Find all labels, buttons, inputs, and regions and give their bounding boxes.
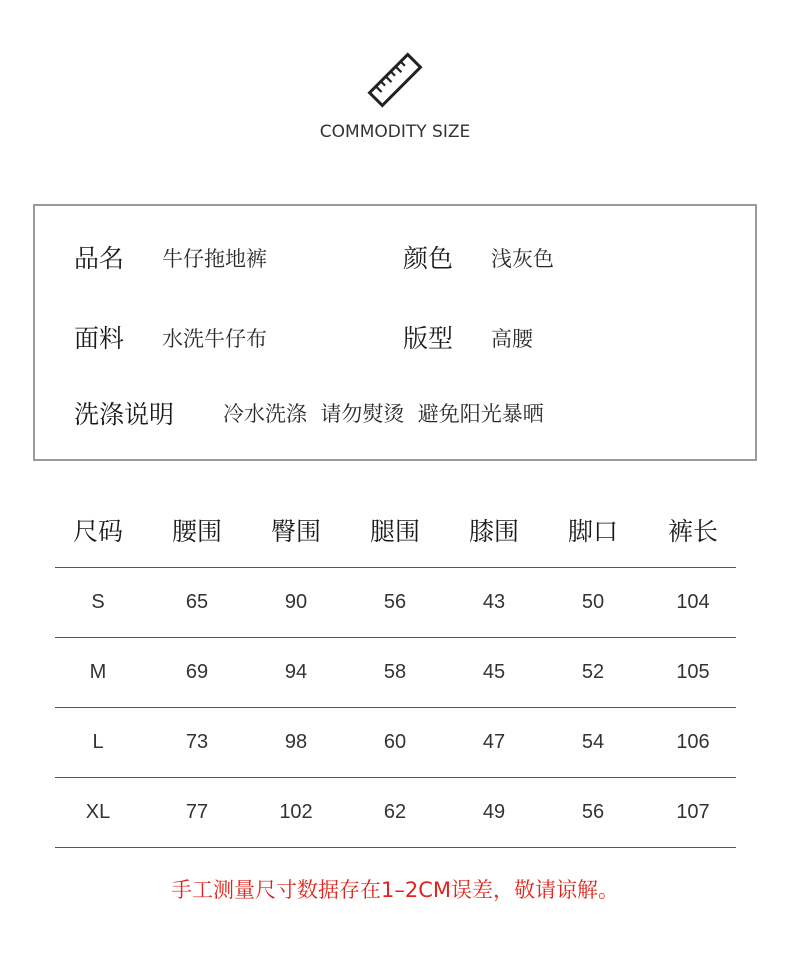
header-thigh: 腿围	[369, 516, 420, 546]
style-value: 高腰	[491, 327, 533, 351]
table-row	[55, 638, 736, 708]
cell-thigh: 62	[383, 801, 407, 823]
header-length: 裤长	[667, 516, 718, 546]
cell-length: 107	[676, 801, 710, 823]
cell-size: L	[92, 731, 104, 753]
measurement-note: 手工测量尺寸数据存在1–2CM误差，敬请谅解。	[170, 878, 619, 902]
cell-waist: 73	[185, 731, 209, 753]
cell-size: S	[91, 591, 105, 613]
cell-leg-opening: 54	[581, 731, 605, 753]
page-title: COMMODITY SIZE	[319, 122, 471, 142]
cell-hip: 90	[284, 591, 308, 613]
header-size: 尺码	[72, 516, 123, 546]
cell-hip: 102	[279, 801, 313, 823]
table-row	[55, 778, 736, 848]
cell-hip: 94	[284, 661, 308, 683]
table-row	[55, 708, 736, 778]
cell-size: XL	[85, 801, 111, 823]
product-name-value: 牛仔拖地裤	[162, 247, 267, 271]
header-waist: 腰围	[171, 516, 222, 546]
cell-thigh: 58	[383, 661, 407, 683]
product-info-box	[33, 204, 757, 461]
cell-waist: 69	[185, 661, 209, 683]
header-leg-opening: 脚口	[567, 516, 618, 546]
cell-hip: 98	[284, 731, 308, 753]
color-value: 浅灰色	[491, 247, 554, 271]
cell-knee: 47	[482, 731, 506, 753]
style-label: 版型	[403, 324, 454, 353]
care-label: 洗涤说明	[74, 400, 175, 429]
cell-thigh: 56	[383, 591, 407, 613]
ruler-icon	[366, 52, 424, 108]
cell-length: 105	[676, 661, 710, 683]
cell-leg-opening: 56	[581, 801, 605, 823]
fabric-value: 水洗牛仔布	[162, 327, 267, 351]
product-name-label: 品名	[74, 244, 125, 273]
table-row	[55, 568, 736, 638]
cell-knee: 45	[482, 661, 506, 683]
header-knee: 膝围	[468, 516, 519, 546]
cell-leg-opening: 50	[581, 591, 605, 613]
color-label: 颜色	[403, 244, 454, 273]
cell-waist: 77	[185, 801, 209, 823]
cell-length: 106	[676, 731, 710, 753]
fabric-label: 面料	[74, 324, 125, 353]
table-header-row	[55, 500, 736, 568]
cell-knee: 49	[482, 801, 506, 823]
size-table	[55, 500, 736, 848]
care-value: 冷水洗涤 请勿熨烫 避免阳光暴晒	[223, 402, 544, 426]
cell-leg-opening: 52	[581, 661, 605, 683]
cell-size: M	[89, 661, 107, 683]
cell-knee: 43	[482, 591, 506, 613]
cell-length: 104	[676, 591, 710, 613]
header-hip: 臀围	[270, 516, 321, 546]
cell-waist: 65	[185, 591, 209, 613]
cell-thigh: 60	[383, 731, 407, 753]
